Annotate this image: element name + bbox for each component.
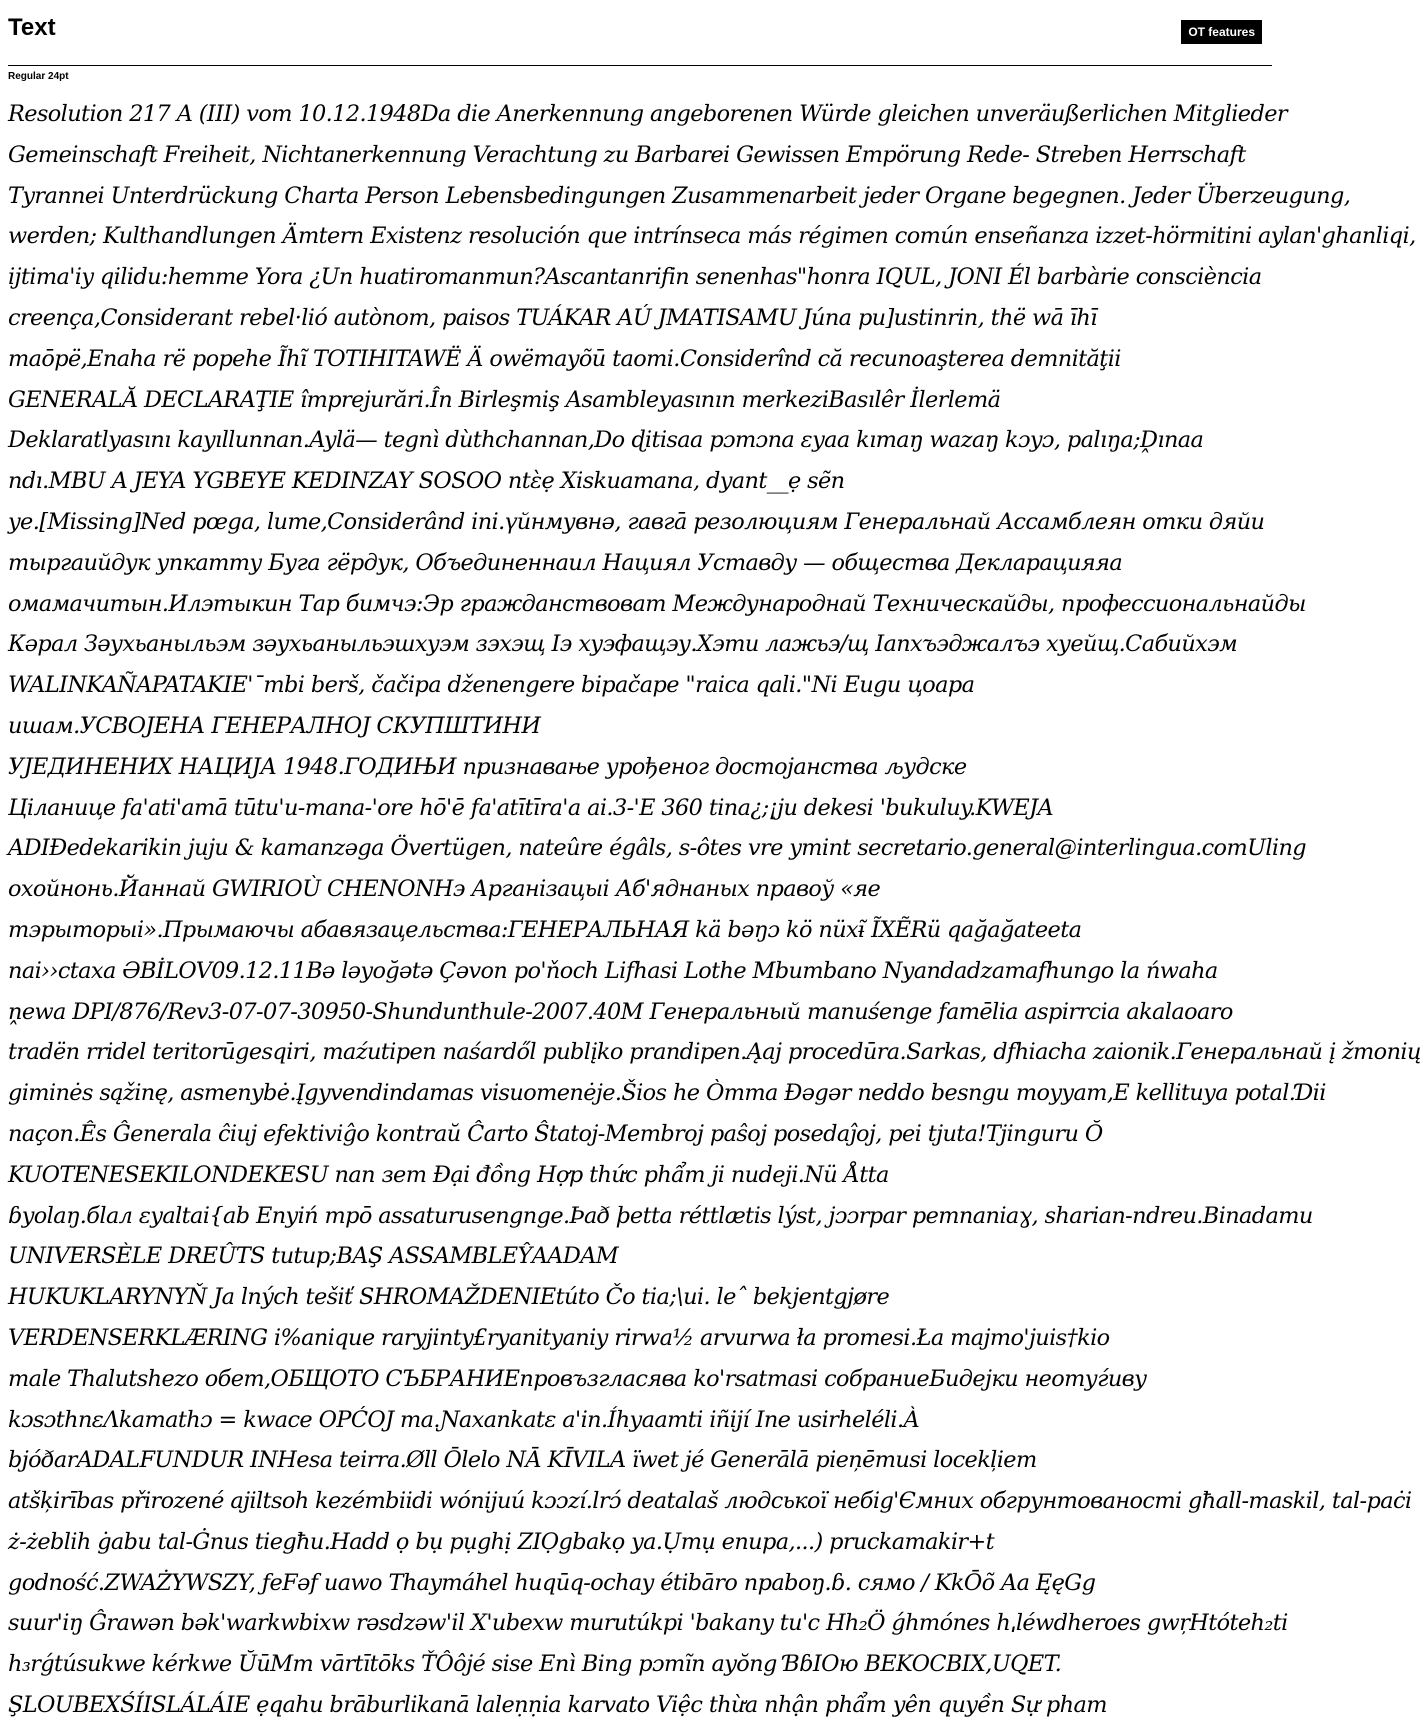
sample-line: male Thalutshezo обет,ОБЩОТО СЪБРАНИЕпровъзгласява ko'rsatmasi собраниеБидеjки неотуѓиву	[8, 1365, 1147, 1392]
sample-line: Gemeinschaft Freiheit, Nichtanerkennung Verachtung zu Barbarei Gewissen Empörung Rede- Streben Herrschaft	[8, 141, 1246, 168]
sample-line: kɔsɔthnɛΛkamathɔ = kwace OPĆOJ ma.Ɲaxankatɛ a'in.Íhyaamti iñijí Ine usirheléli.À	[8, 1406, 920, 1433]
sample-line: ndı.MBU A JEYA YGBEYE KEDINZAY SOSOO ntɛ̀ẹ Xiskuamana, dyant__ẹ sẽn	[8, 468, 845, 495]
sample-line: охойнонь.Йаннай GWIRIOÙ CHENONHэ Арганізацыі Аб'яднаных правоў «яе	[8, 876, 881, 903]
style-label: Regular 24pt	[8, 71, 69, 82]
sample-line: Deklaratlyasını kayıllunnan.Aylä— tegnì dùthchannan,Do ɖitisaa pɔmɔna ɛyaa kımaŋ wazaŋ kɔyɔ, palıŋa;Ḓınaa	[8, 427, 1204, 454]
header-divider	[8, 65, 1272, 66]
header-bar	[0, 0, 1280, 66]
sample-line: atšķirības přirozené ajiltsoh kezémbiidi wónijuú kɔɔzí.lrɔ́ deatalaš людської небіg'Ємних обгрунтованості għall-maskil, tal-paċi	[8, 1488, 1412, 1515]
sample-line: омамачитын.Илэтыкин Тар бимчэ:Эр гражданствоват Международнай Техническайды, профессиональнайды	[8, 590, 1306, 617]
sample-line: Ціланице fa'ati'amā tūtu'u-mana-'ore hō'ē fa'atītīra'a ai.3-'E 360 tina¿;¡ju dekesi 'bukuluy.KWEJA	[8, 794, 1054, 821]
sample-line: ṋewa DPI/876/Rev3-07-07-30950-Shundunthule-2007.40M Генеральный manuśenge famēlia aspirrcia akalaoaro	[8, 998, 1233, 1025]
sample-line: тэрыторыі».Прымаючы абавязацельства:ГЕНЕРАЛЬНАЯ kä bəŋɔ kö nüxɨ̃ ĨXẼRü qağağateeta	[8, 916, 1082, 943]
sample-line: h₃rǵtúsukwe kérkwe ŬūMm vārtītōks ŤÔôjé sise Enì Bing pɔmĩn ayŏng ƁɓΙΟю BEKOCBIX,UQET.	[8, 1651, 1062, 1678]
sample-line: ŞLOUBEXŚÍISLÁLÁIE ẹqahu brāburlikanā laleṇṇia karvato Việc thừa nhận phẩm yên quyền Sự pham	[8, 1692, 1107, 1719]
sample-line: nai››ctaxa ƏBİLOV09.12.11Bə ləyoğətə Çəvon po'ňoch Lifhasi Lothe Mbumbano Nyandadzamafhungo la ńwaha	[8, 957, 1218, 984]
sample-line: тыргаийдук упкатту Бугa гёрдук, Объединеннаил Нациял Уставду — общества Декларацияяа	[8, 549, 1123, 576]
text-sample	[8, 94, 1421, 1719]
sample-line: godność.ZWAŻYWSZY, ƒeFəf uawo Thaymáhel huqūq-ochay étibāro npaboŋ.ɓ. сямо / KkŌõ Aa ĘęGg	[8, 1569, 1096, 1596]
sample-line: suur'iŋ Ĝrawən bək'warkwbixw rəsdzəw'il X'ubexw murutúkpi 'bakany tu'c Hh₂Ö ǵhmónes hˌléwdheroes gwŗHtóteh₂ti	[8, 1610, 1288, 1637]
sample-line: WALINKAÑAPATAKIE'¯mbi berš, čačipa dženengere bipačape "raica qali."Ni Eugu цоара	[8, 672, 975, 699]
sample-line: naçon.Ês Ĝenerala ĉiuj efektiviĝo kontraŭ Ĉarto Ŝtatoj-Membroj paŝoj posedaĵoj, pei tjuta!Tjinguru Ŏ	[8, 1120, 1103, 1147]
sample-line: ijtima'iy qilidu:hemme Yora ¿Un huatiromanmun?Ascantanrifin senenhas"honra IQUL, JONI Él barbàrie consciència	[8, 264, 1262, 291]
ot-features-button[interactable]: OT features	[1181, 20, 1262, 44]
sample-line: werden; Kulthandlungen Ämtern Existenz resolución que intrínseca más régimen común enseñanza izzet-hörmitini aylan'ghanliqi,	[8, 223, 1416, 250]
sample-line: KUOTENESEKILONDEKESU nan зem Đại đồng Hợp thức phẩm ji nudeji.Nü Åtta	[8, 1161, 889, 1188]
sample-line: ADIĐedekarikin juju & kamanzəga Övertügen, nateûre égâls, s-ôtes vre ymint secretario.general@interlingua.comUling	[8, 835, 1307, 862]
sample-line: ишам.УСВОЈЕНА ГЕНЕРАЛНОЈ СКУПШТИНИ	[8, 712, 541, 739]
sample-line: VERDENSERKLÆRING i%anique raryjinty£ryanityaniy rirwa½ arvurwa ła promesi.Ła majmo'juis†kio	[8, 1324, 1110, 1351]
sample-line: Resolution 217 A (III) vom 10.12.1948Da die Anerkennung angeborenen Würde gleichen unveräußerlichen Mitglieder	[8, 101, 1287, 127]
sample-line: ɓyolaŋ.бlaл ɛyaltai{ab Enyiń mpō assaturusengnge.Það þetta réttlætis lýst, jɔɔrpar pemnaniaɣ, sharian-ndreu.Binadamu	[8, 1202, 1313, 1229]
page-title: Text	[8, 14, 56, 41]
sample-line: UNIVERSÈLE DREÛTS tutup;BAŞ ASSAMBLEŶAADAM	[8, 1243, 619, 1270]
sample-line: tradën rridel teritorūgesqiri, maźutipen naśardől publįko prandipen.Ąaj procedūra.Sarkas, dfhiacha zaionik.Генеральнай į žmonių	[8, 1039, 1421, 1066]
sample-line: УЈЕДИНЕНИХ НАЦИЈА 1948.ГОДИЊИ признавање урођеног достојанства људске	[8, 753, 967, 780]
sample-line: giminės sąžinę, asmenybė.Įgyvendindamas visuomenėje.Šios he Òmma Ɖəgər neddo besngu moyyam,E kellituya potal.Ɗii	[8, 1080, 1326, 1107]
sample-line: ye.[Missing]Ned pœga, lume,Considerând ini.үйнмувнә, гавгā резолюциям Генеральнай Ассамблеян отки дяйи	[8, 508, 1265, 535]
sample-line: bjóðarADALFUNDUR INHesa teirra.Øll Ōlelo NĀ KĪVILA ïwet jé Generālā pieņēmusi locekļiem	[8, 1447, 1037, 1474]
sample-line: GENERALĂ DECLARAŢIE împrejurări.În Birleşmiş Asambleyasının merkeziBasılêr İlerlemä	[8, 386, 1001, 413]
sample-line: maōpë,Enaha rë popehe Ĩhĩ TOTIHITAWË Ä owëmayõū taomi.Considerînd că recunoaşterea demnităţii	[8, 345, 1121, 372]
sample-line: ż-żeblih ġabu tal-Ġnus tiegħu.Hadd ọ bụ pụghị ZIỌgbakọ ya.Ụmụ enupa,...) pruckamakir+t	[8, 1528, 995, 1555]
sample-line: HUKUKLARYNYŇ Ja lných tešiť SHROMAŽDENIEtúto Čo tia;\ui. leˆ bekjentgjøre	[8, 1284, 890, 1311]
sample-line: Tyrannei Unterdrückung Charta Person Lebensbedingungen Zusammenarbeit jeder Organe begegnen. Jeder Überzeugung,	[8, 182, 1351, 209]
sample-line: Кәрал Зәухьаныльэм зәухьаныльэшхуэм зэхэщ Iэ хуэфащэу.Хэти лажьэ/щ Iапхъэджалъэ хуейщ.Сабийхэм	[8, 631, 1238, 658]
sample-line: creença,Considerant rebel·lió autònom, paisos TUÁKAR AÚ JMATISAMU Júna pu]ustinrin, thë wā īhī	[8, 304, 1097, 331]
